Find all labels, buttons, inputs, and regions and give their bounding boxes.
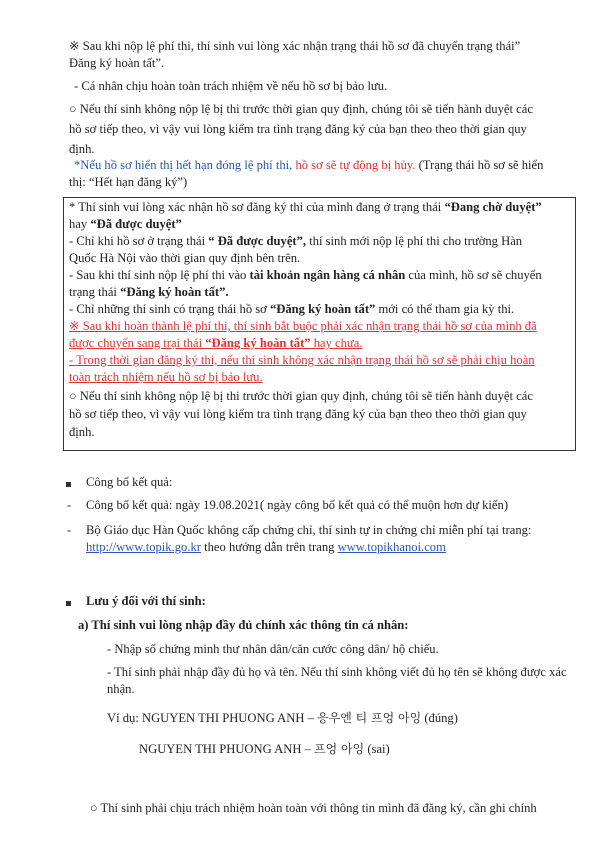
- example-correct: Ví dụ: NGUYEN THI PHUONG ANH – 응우엔 티 프엉 아잉 (đúng): [107, 711, 458, 725]
- expired-note-rest: (Trạng thái hồ sơ sẽ hiển: [415, 158, 544, 172]
- circle-note-line: ○ Nếu thí sinh không nộp lệ bị thi trước thời gian quy định, chúng tôi sẽ tiến hành duyệt các: [69, 102, 533, 116]
- box-line: - Chỉ những thí sinh có trạng thái hồ sơ “Đăng ký hoàn tất” mới có thể tham gia kỳ thi.: [69, 302, 515, 316]
- topikhanoi-link[interactable]: www.topikhanoi.com: [337, 540, 446, 554]
- results-item: Công bố kết quả: ngày 19.08.2021( ngày công bố kết quả có thể muộn hơn dự kiến): [86, 498, 509, 512]
- bullet-square-icon: [66, 482, 71, 487]
- notes-subheading: a) Thí sinh vui lòng nhập đầy đủ chính xác thông tin cá nhân:: [78, 618, 409, 632]
- box-warning-line: - Trong thời gian đăng ký thi, nếu thí sinh không xác nhận trạng thái hồ sơ sẽ phải chịu hoàn: [69, 353, 535, 367]
- box-circle-line: hồ sơ tiếp theo, vì vậy vui lòng kiểm tra tình trạng đăng ký của bạn theo theo thời gian quy: [69, 407, 527, 421]
- circle-note-line: định.: [69, 142, 95, 156]
- notes-line: nhận.: [107, 682, 135, 696]
- results-item: Bộ Giáo dục Hàn Quốc không cấp chứng chỉ, thí sinh tự in chứng chỉ miễn phí tại trang:: [86, 523, 532, 537]
- box-line: trạng thái “Đăng ký hoàn tất”.: [69, 285, 229, 299]
- final-note: ○ Thí sinh phải chịu trách nhiệm hoàn toàn với thông tin mình đã đăng ký, cần ghi chính: [90, 801, 537, 815]
- results-heading: Công bố kết quả:: [86, 475, 173, 489]
- box-line: Quốc Hà Nội vào thời gian quy định bên trên.: [69, 251, 301, 265]
- note-line: Đăng ký hoàn tất”.: [69, 56, 165, 70]
- box-warning-line: ※ Sau khi hoàn thành lệ phí thi, thí sinh bắt buộc phải xác nhận trạng thái hồ sơ của mình đã: [69, 319, 537, 333]
- bullet-square-icon: [66, 601, 71, 606]
- box-line: - Sau khi thí sinh nộp lệ phí thi vào tài khoản ngân hàng cá nhân của mình, hồ sơ sẽ chuyển: [69, 268, 542, 282]
- topik-link[interactable]: http://www.topik.go.kr: [86, 540, 201, 554]
- box-line: * Thí sinh vui lòng xác nhận hồ sơ đăng ký thi của mình đang ở trạng thái “Đang chờ duyệt”: [69, 200, 542, 214]
- box-circle-line: định.: [69, 425, 95, 439]
- expired-note: [74, 157, 543, 174]
- box-circle-line: ○ Nếu thí sinh không nộp lệ bị thi trước thời gian quy định, chúng tôi sẽ tiến hành duyệt các: [69, 389, 533, 403]
- circle-note-line: hồ sơ tiếp theo, vì vậy vui lòng kiểm tra tình trạng đăng ký của bạn theo theo thời gian quy: [69, 122, 527, 136]
- box-warning-line: được chuyển sang trại thái “Đăng ký hoàn tất” hay chưa.: [69, 336, 363, 350]
- box-line: hay “Đã được duyệt”: [69, 217, 182, 231]
- notes-line: - Thí sinh phải nhập đầy đủ họ và tên. Nếu thí sinh không viết đủ họ tên sẽ không được xác: [107, 665, 567, 679]
- box-line: - Chỉ khi hồ sơ ở trạng thái “ Đã được duyệt”, thí sinh mới nộp lệ phí thi cho trường Hàn: [69, 234, 523, 248]
- note-line: ※ Sau khi nộp lệ phí thi, thí sinh vui lòng xác nhận trạng thái hồ sơ đã chuyển trạng thái”: [69, 39, 521, 53]
- dash-icon: -: [67, 498, 72, 512]
- expired-note-red: hồ sơ sẽ tự động bị hủy.: [295, 158, 416, 172]
- results-item: http://www.topik.go.kr theo hướng dẫn trên trang www.topikhanoi.com: [86, 540, 446, 554]
- expired-note: thị: “Hết hạn đăng ký”): [69, 175, 188, 189]
- responsibility-line: - Cá nhân chịu hoàn toàn trách nhiệm về nếu hồ sơ bị bảo lưu.: [74, 79, 388, 93]
- expired-note-blue: *Nếu hồ sơ hiển thị hết hạn đóng lệ phí thi,: [74, 158, 296, 172]
- dash-icon: -: [67, 523, 72, 537]
- box-warning-line: toàn trách nhiệm nếu hồ sơ bị bảo lưu.: [69, 370, 263, 384]
- notes-heading: Lưu ý đối với thí sinh:: [86, 594, 206, 608]
- notes-line: - Nhập số chứng minh thư nhân dân/căn cước công dân/ hộ chiếu.: [107, 642, 439, 656]
- example-wrong: NGUYEN THI PHUONG ANH – 프엉 아잉 (sai): [139, 742, 390, 756]
